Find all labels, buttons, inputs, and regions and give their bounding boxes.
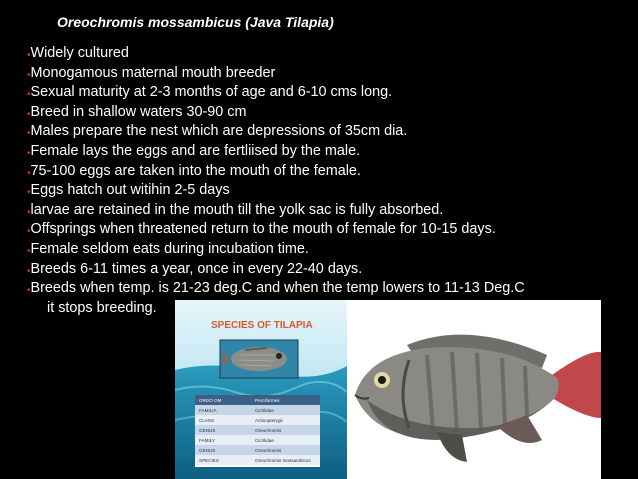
svg-text:CLASS: CLASS <box>199 418 215 423</box>
bullet-dot-icon: • <box>27 226 31 238</box>
slide-title: Oreochromis mossambicus (Java Tilapia) <box>57 14 334 30</box>
bullet-dot-icon: • <box>27 245 31 257</box>
species-heading: SPECIES OF TILAPIA <box>211 320 313 331</box>
svg-text:Perciformes: Perciformes <box>255 398 280 403</box>
svg-text:Cichlidae: Cichlidae <box>255 438 274 443</box>
svg-text:GENUS: GENUS <box>199 428 216 433</box>
bullet-dot-icon: • <box>27 206 31 218</box>
bullet-item: •Widely cultured <box>27 45 129 61</box>
bullet-item: •larvae are retained in the mouth till the yolk sac is fully absorbed. <box>27 201 444 218</box>
bullet-item: •Breeds when temp. is 21-23 deg.C and when the temp lowers to 11-13 Deg.C <box>27 280 525 297</box>
svg-text:Oreochromis: Oreochromis <box>255 448 282 453</box>
tilapia-photo <box>347 300 601 479</box>
bullet-dot-icon: • <box>27 147 31 159</box>
bullet-dot-icon: • <box>27 89 31 101</box>
svg-text:Cichlidae: Cichlidae <box>255 408 274 413</box>
bullet-item: •Breeds 6-11 times a year, once in every 22-40 days. <box>27 260 363 277</box>
bullet-dot-icon: • <box>27 69 31 81</box>
bullet-list <box>27 44 525 318</box>
bullet-dot-icon: • <box>27 167 31 179</box>
bullet-item: •75-100 eggs are taken into the mouth of the female. <box>27 162 361 179</box>
bullet-dot-icon: • <box>27 50 31 61</box>
svg-text:SPECIES: SPECIES <box>199 458 219 463</box>
svg-text:Oreochromis: Oreochromis <box>255 428 282 433</box>
bullet-dot-icon: • <box>27 128 31 140</box>
bullet-item: •Female lays the eggs and are fertliised by the male. <box>27 142 361 159</box>
bullet-item: •Eggs hatch out witihin 2-5 days <box>27 182 230 199</box>
species-infographic <box>175 300 347 479</box>
bullet-dot-icon: • <box>27 285 31 297</box>
bullet-item: •Monogamous maternal mouth breeder <box>27 64 276 81</box>
bullet-dot-icon: • <box>27 265 31 277</box>
bullet-item: •Offsprings when threatened return to the mouth of female for 10-15 days. <box>27 221 496 238</box>
svg-text:GENUS: GENUS <box>199 448 216 453</box>
bullet-item: •Breed in shallow waters 30-90 cm <box>27 103 247 120</box>
svg-text:ORDO OM: ORDO OM <box>199 398 222 403</box>
svg-text:FAMILY: FAMILY <box>199 438 215 443</box>
bullet-dot-icon: • <box>27 187 31 199</box>
svg-text:FAMILIA: FAMILIA <box>199 408 217 413</box>
bullet-item: •Female seldom eats during incubation time. <box>27 240 309 257</box>
bullet-continuation: it stops breeding. <box>47 299 157 316</box>
bullet-dot-icon: • <box>27 108 31 120</box>
svg-text:Oreochromis mossambicus: Oreochromis mossambicus <box>255 458 311 463</box>
taxonomy-table <box>195 395 320 467</box>
svg-text:Actinopterygii: Actinopterygii <box>255 418 283 423</box>
bullet-item: •Sexual maturity at 2-3 months of age and 6-10 cms long. <box>27 84 393 101</box>
bullet-item: •Males prepare the nest which are depressions of 35cm dia. <box>27 123 408 140</box>
